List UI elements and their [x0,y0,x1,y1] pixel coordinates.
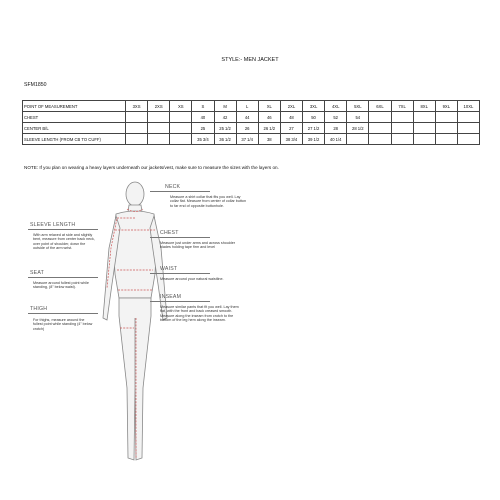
table-cell: 25 [192,123,214,134]
row-label: CENTER B/L [23,123,126,134]
table-cell: 54 [347,112,369,123]
table-cell: 46 [258,112,280,123]
table-cell: 40 1/4 [325,134,347,145]
table-cell: 27 1/2 [303,123,325,134]
row-label: CHEST [23,112,126,123]
column-header: S [192,101,214,112]
column-header: 9XL [435,101,457,112]
table-cell: 50 [303,112,325,123]
table-cell: 48 [280,112,302,123]
style-title: STYLE:- MEN JACKET [221,57,279,63]
size-chart-table [22,100,480,145]
layer-note: NOTE: If you plan on wearing a heavy layers underneath our jackets/vest, make sure to measure the sizes with the layers on. [24,165,279,170]
table-cell: 27 [280,123,302,134]
table-cell: 42 [214,112,236,123]
table-cell [413,123,435,134]
seat-leader-line [28,277,98,278]
column-header: 4XL [325,101,347,112]
table-cell [148,112,170,123]
table-cell [369,134,391,145]
table-cell [148,123,170,134]
table-cell [413,112,435,123]
chest-instructions: Measure just under arms and across shoulder blades holding tape firm and level [160,241,236,250]
waist-leader-line [150,273,210,274]
column-header: 8XL [413,101,435,112]
table-cell [457,123,479,134]
table-cell: 37 1/4 [236,134,258,145]
column-header: XS [170,101,192,112]
column-header: 2XS [148,101,170,112]
table-cell: 52 [325,112,347,123]
table-cell: 28 [325,123,347,134]
sleeve-instructions: With arm relaxed at side and slightly bent, measure from center back neck, over point of shoulder, down the outside of the arm wrist. [33,233,95,251]
table-cell [369,112,391,123]
row-label: SLEEVE LENGTH (FROM CB TO CUFF) [23,134,126,145]
thigh-heading: THIGH [30,306,48,312]
table-cell [126,112,148,123]
inseam-heading: INSEAM [160,294,182,300]
column-header: L [236,101,258,112]
column-header: 6XL [369,101,391,112]
table-cell [457,134,479,145]
column-header: XL [258,101,280,112]
column-header: 7XL [391,101,413,112]
sleeve-leader-line [28,229,98,230]
table-cell: 36 1/2 [214,134,236,145]
seat-heading: SEAT [30,270,44,276]
column-header: 3XS [126,101,148,112]
thigh-instructions: For thighs, measure around the fullest point while standing (4" below crotch) [33,318,93,331]
table-cell [413,134,435,145]
table-cell [126,123,148,134]
table-cell [391,134,413,145]
style-code: SFM1850 [24,82,47,88]
column-header-label: POINT OF MEASUREMENT [23,101,126,112]
table-cell: 39 1/2 [303,134,325,145]
table-cell [126,134,148,145]
table-cell: 38 [258,134,280,145]
table-cell: 26 1/2 [258,123,280,134]
chest-leader-line [150,237,210,238]
sleeve-length-heading: SLEEVE LENGTH [30,222,76,228]
table-header-row [23,101,480,112]
chest-heading: CHEST [160,230,179,236]
table-cell [170,112,192,123]
neck-leader-line [150,191,210,192]
table-cell [170,123,192,134]
column-header: 3XL [303,101,325,112]
table-cell [391,112,413,123]
table-cell [457,112,479,123]
thigh-leader-line [28,313,98,314]
table-cell [170,134,192,145]
neck-heading: NECK [165,184,181,190]
table-row [23,112,480,123]
column-header: 2XL [280,101,302,112]
waist-instructions: Measure around your natural waistline. [160,277,224,281]
table-cell: 28 1/2 [347,123,369,134]
table-cell: 44 [236,112,258,123]
table-cell [391,123,413,134]
table-cell [435,112,457,123]
table-cell: 38 3/4 [280,134,302,145]
table-cell: 35 3/4 [192,134,214,145]
table-cell: 26 [236,123,258,134]
waist-heading: WAIST [160,266,178,272]
table-cell [435,134,457,145]
table-cell [148,134,170,145]
table-cell: 40 [192,112,214,123]
table-row [23,134,480,145]
body-figure-illustration [95,178,178,478]
column-header: M [214,101,236,112]
table-cell [369,123,391,134]
inseam-instructions: Measure similar pants that fit you well. Lay them flat, with the front and back creased smooth. Measure along the inseam from crotch to the bottom of the leg hem along the inseam. [160,305,239,323]
column-header: 10XL [457,101,479,112]
neck-instructions: Measure a shirt collar that fits you well. Lay collar flat. Measure from center of collar button to far end of opposite buttonhole. [170,195,247,208]
table-cell [347,134,369,145]
table-cell [435,123,457,134]
seat-instructions: Measure around fullest point while standing, (8" below waist). [33,281,89,290]
inseam-leader-line [150,301,210,302]
table-row [23,123,480,134]
table-cell: 25 1/2 [214,123,236,134]
column-header: 5XL [347,101,369,112]
